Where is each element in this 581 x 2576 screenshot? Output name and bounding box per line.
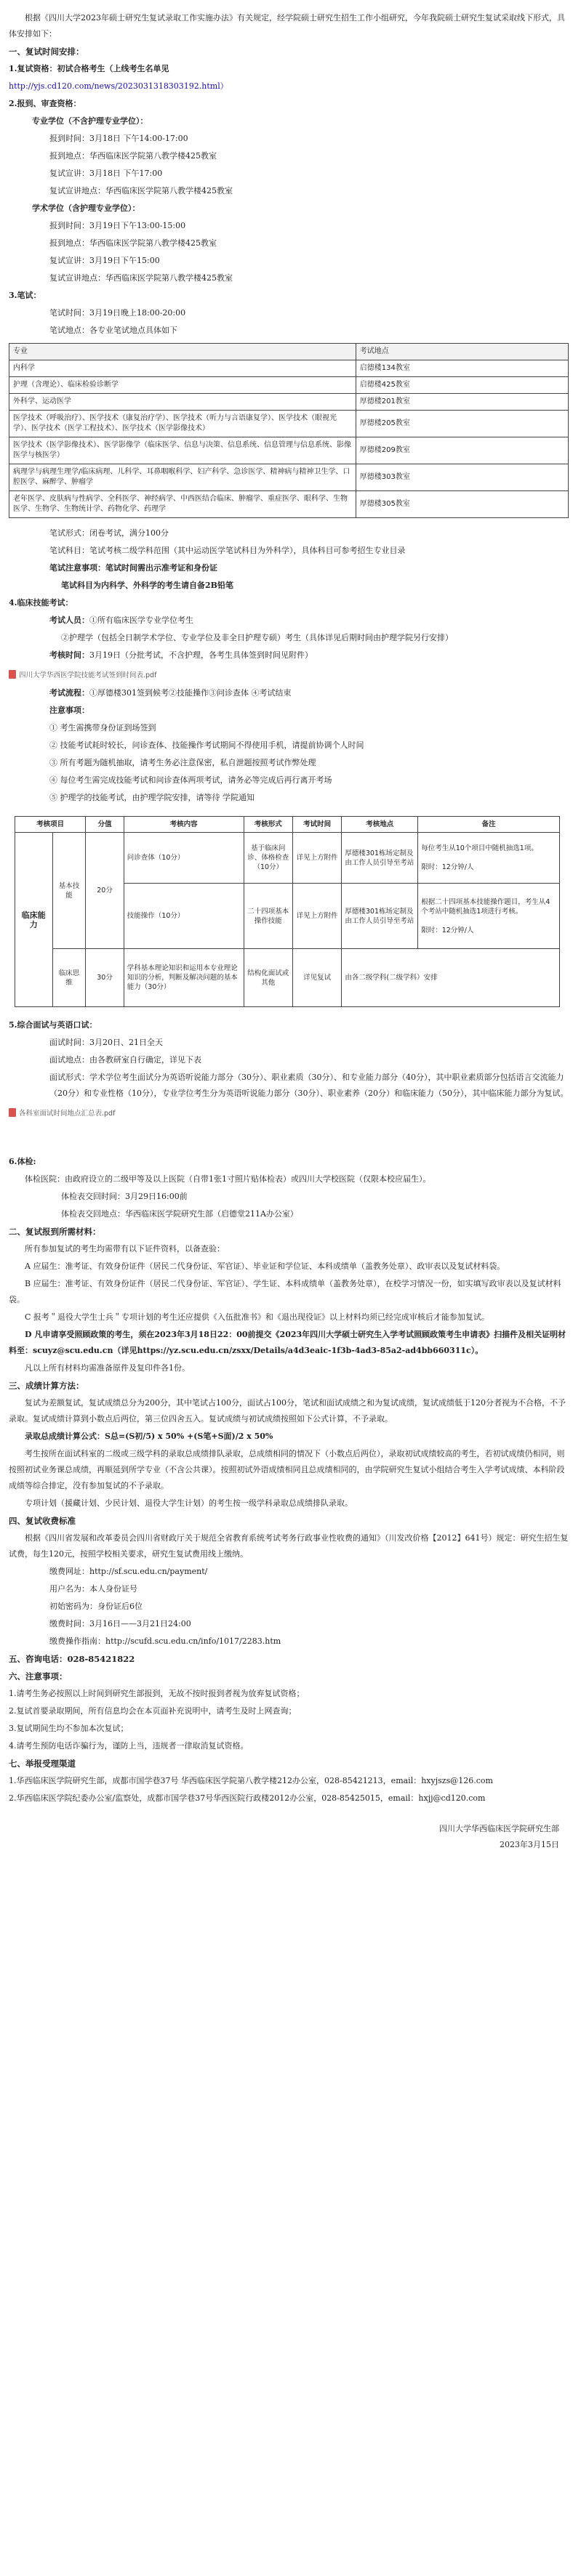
materials-d: D 凡申请享受照顾政策的考生，须在2023年3月18日22：00前提交《2023年四川大学硕士研究生入学考试照顾政策考生申请表》扫描件及相关证明材料至：scuyz@scu.edu.cn（详见https://yz.scu.edu.cn/zsxx/Details/a4d3eaic-1f3b-4ad3-85a2-ad4bb660311c）。 (9, 1330, 566, 1355)
location-cell: 厚德楼301栋场定制及由工作人员引导至考站 (342, 833, 418, 884)
table-row (15, 949, 560, 1007)
skill-note-item: ③ 所有考题为随机抽取，请考生务必注意保密，私自泄题按照考试作弊处理 (49, 758, 316, 767)
header-time: 考试时间 (292, 817, 341, 833)
header-form: 考核形式 (244, 817, 292, 833)
major-cell: 外科学、运动医学 (9, 394, 356, 411)
table-row (9, 464, 569, 491)
location-cell: 厚德楼301栋场定制及由工作人员引导至考站 (342, 884, 418, 949)
skill-note-item: ② 技能考试耗时较长，问诊查体、技能操作考试期间不得使用手机，请提前协调个人时间 (49, 740, 364, 750)
content-cell: 问诊查体（10分） (124, 833, 244, 884)
aca-degree-heading: 学术学位（含护理专业学位）： (32, 203, 140, 213)
exam-note: 笔试注意事项：笔试时间需出示准考证和身份证 (49, 563, 217, 573)
section-7-title: 七、举报受理渠道 (9, 1759, 76, 1769)
table-row (9, 491, 569, 518)
content-cell: 技能操作（10分） (124, 884, 244, 949)
form-cell: 二十四项基本操作技能 (244, 884, 292, 949)
section-2-title: 二、复试报到所需材料： (9, 1227, 101, 1237)
location-cell: 启德楼425教室 (356, 377, 568, 394)
aca-checkin-time: 报到时间：3月19日下午13:00-15:00 (49, 221, 186, 230)
checkin-heading: 2.报到、审查资格： (9, 99, 81, 108)
pro-checkin-place: 报到地点：华西临床医学院第八教学楼425教室 (49, 151, 217, 161)
attachment-link-2[interactable]: 各科室面试时间地点汇总表.pdf (9, 1107, 572, 1118)
major-cell: 内科学 (9, 360, 356, 377)
major-cell: 护理（含理论）、临床检验诊断学 (9, 377, 356, 394)
fee-url[interactable]: 缴费网址：http://sf.scu.edu.cn/payment/ (49, 1567, 208, 1576)
category-cell: 临床能力 (15, 833, 53, 1007)
materials-b: B 应届生：准考证、有效身份证件（居民二代身份证、军官证）、学生证、本科成绩单（盖教务处章），在校学习情况一份，如实填写政审表以及复试材料袋。 (9, 1279, 561, 1304)
section-6-title: 六、注意事项： (9, 1671, 68, 1681)
notice-item: 3.复试期间生均不参加本次复试； (9, 1724, 129, 1733)
table-row (9, 411, 569, 437)
skill-exam-notes-heading: 注意事项： (49, 706, 89, 715)
interview-place: 面试地点：由各教研室自行确定，详见下表 (49, 1055, 201, 1065)
materials-c: C 报考＂退役大学生士兵＂专项计划的考生还应提供《入伍批准书》和《退出现役证》以上材料均须已经完成审核后才能参加复试。 (25, 1312, 489, 1322)
section-1-title: 一、复试时间安排： (9, 47, 84, 57)
table-row (15, 833, 560, 884)
qualification-line: 1.复试资格：初试合格考生（上线考生名单见 (9, 64, 169, 73)
materials-lead: 所有参加复试的考生均需带有以下证件资料，以备查验： (25, 1244, 225, 1253)
fee-time: 缴费时间：3月16日——3月21日24:00 (49, 1619, 191, 1628)
table-row (9, 377, 569, 394)
written-exam-time: 笔试时间：3月19日晚上18:00-20:00 (49, 308, 186, 318)
footer-org: 四川大学华西临床医学院研究生部 (439, 1824, 559, 1833)
pro-briefing-time: 复试宣讲：3月18日 下午17:00 (49, 169, 163, 178)
score-paragraph-3: 专项计划（援藏计划、少民计划、退役大学生计划）的考生按一级学科录取总成绩排队录取。 (25, 1498, 353, 1508)
skill-note-item: ④ 每位考生需完成技能考试和问诊查体两项考试，请务必等完成后再行离开考场 (49, 775, 332, 785)
qualification-url[interactable]: http://yjs.cd120.com/news/2023031318303192.html） (9, 81, 228, 91)
header-content: 考核内容 (124, 817, 244, 833)
location-cell: 厚德楼305教室 (356, 491, 568, 518)
major-cell: 病理学与病理生理学/临床病理、儿科学、耳鼻咽喉科学、妇产科学、急诊医学、精神病与精神卫生学、口腔医学、麻醉学、肿瘤学 (9, 464, 356, 491)
notice-item: 2.复试首要录取期间，所有信息均会在本页面补充说明中，请考生及时上网查询； (9, 1706, 297, 1716)
physical-exam-time: 体检表交回时间：3月29日16:00前 (61, 1192, 188, 1201)
aca-briefing-time: 复试宣讲：3月19日下午15:00 (49, 256, 160, 265)
written-exam-heading: 3.笔试： (9, 291, 41, 300)
table-header-row (15, 817, 560, 833)
header-major: 专业 (9, 344, 356, 360)
materials-e: 凡以上所有材料均需准备原件及复印件各1份。 (25, 1363, 190, 1373)
intro-paragraph: 根据《四川大学2023年硕士研究生复试录取工作实施办法》有关规定，经学院硕士研究生招生工作小组研究，今年我院硕士研究生复试采取线下形式，具体安排如下： (9, 13, 565, 39)
time-cell: 详见上方附件 (292, 884, 341, 949)
pdf-icon (9, 670, 16, 679)
fee-guide[interactable]: 缴费操作指南：http://scufd.scu.edu.cn/info/1017/2283.htm (49, 1636, 281, 1646)
score-cell: 20分 (86, 833, 124, 949)
major-cell: 老年医学、皮肤病与性病学、全科医学、神经病学、中西医结合临床、肿瘤学、重症医学、眼科学、生物医学、生物学、生物统计学、药物化学、药理学 (9, 491, 356, 518)
location-cell: 厚德楼205教室 (356, 411, 568, 437)
time-cell: 详见上方附件 (292, 833, 341, 884)
subcategory-cell: 临床思维 (52, 949, 86, 1007)
content-cell: 学科基本理论知识和运用本专业理论知识的分析，判断及解决问题的基本能力（30分） (124, 949, 244, 1007)
score-cell: 30分 (86, 949, 124, 1007)
section-3-title: 三、成绩计算方法： (9, 1381, 84, 1391)
pro-briefing-place: 复试宣讲地点：华西临床医学院第八教学楼425教室 (49, 186, 233, 195)
header-location: 考核地点 (342, 817, 418, 833)
skill-exam-time: 考核时间：3月19日（分批考试，不含护理，各考生具体签到时间见附件） (49, 650, 313, 660)
exam-note-2: 笔试科目为内科学、外科学的考生请自备2B铅笔 (61, 581, 233, 590)
score-formula: 录取总成绩计算公式：S总=(S初/5) x 50% +(S笔+S面)/2 x 50% (25, 1432, 273, 1441)
form-cell: 结构化面试或其他 (244, 949, 292, 1007)
interview-content: 面试形式：学术学位考生面试分为英语听说能力部分（30分）、职业素质（30分）、和专业能力部分（40分），其中职业素质部分包括语言交流能力（20分）和专业性格（10分），专业学位考生分为英语听说能力部分（30分）、职业素养（20分）和临床能力（50分），其中临床能力部分为复试。 (49, 1073, 569, 1098)
header-score: 分值 (86, 817, 124, 833)
subcategory-cell: 基本技能 (52, 833, 86, 949)
skill-exam-persons-2: ②护理学（包括全日制学术学位、专业学位及非全日护理专硕）考生（具体详见后期时间由护理学院另行安排） (61, 633, 453, 642)
remarks-cell: 根据二十四项基本技能操作题目，考生从4个考站中随机抽选1项进行考核。 限时：12分钟/人 (418, 884, 560, 949)
location-cell: 由各二级学科(二级学科）安排 (342, 949, 560, 1007)
location-cell: 厚德楼201教室 (356, 394, 568, 411)
physical-exam-body: 体检医院：由政府设立的二级甲等及以上医院（自带1张1寸照片贴体检表）或四川大学校医院（仅限本校应届生）。 (25, 1174, 431, 1184)
interview-time: 面试时间：3月20日、21日全天 (49, 1038, 163, 1047)
score-paragraph-2: 考生按所在面试科室的二级或三级学科的录取总成绩排队录取，总成绩相同的情况下（小数点后两位），录取初试成绩较高的考生，若初试成绩仍相同，则按照初试业务课总成绩，再顺延到所学专业（不含公共课）。按照初试外语成绩相同且总成绩相同的，由学院研究生复试小组结合考生入学考试成绩、本科阶段成绩等综合排定，没有参加复试的不予录取。 (9, 1449, 565, 1490)
form-cell: 基于临床问诊、体格检查（10分） (244, 833, 292, 884)
pro-degree-heading: 专业学位（不含护理专业学位）： (32, 116, 148, 126)
fee-password: 初始密码为：身份证后6位 (49, 1602, 143, 1611)
pro-checkin-time: 报到时间：3月18日 下午14:00-17:00 (49, 134, 188, 143)
exam-scope: 笔试科目：笔试考核二级学科范围（其中运动医学笔试科目为外科学），具体科目可参考招生专业目录 (49, 546, 406, 555)
interview-heading: 5.综合面试与英语口试： (9, 1020, 97, 1030)
materials-a: A 应届生：准考证、有效身份证件（居民二代身份证、军官证）、毕业证和学位证、本科成绩单（盖教务处章）、政审表以及复试材料袋。 (25, 1261, 505, 1271)
fee-paragraph: 根据《四川省发展和改革委员会四川省财政厅关于规范全省教育系统考试考务行政事业性收费的通知》（川发改价格【2012】641号）规定：研究生招生复试费，每生120元，按照学校相关要求，研究生复试费用线上缴纳。 (9, 1533, 569, 1559)
skill-exam-heading: 4.临床技能考试： (9, 598, 73, 607)
header-item: 考核项目 (15, 817, 86, 833)
major-cell: 医学技术（医学影像技术）、医学影像学（临床医学、信息与决策、信息系统、信息管理与信息系统、影像医学与核医学） (9, 437, 356, 464)
section-4-title: 四、复试收费标准 (9, 1516, 76, 1526)
notice-item: 1.请考生务必按照以上时间到研究生部报到，无故不按时报到者视为放弃复试资格； (9, 1689, 305, 1698)
table-row (9, 437, 569, 464)
fee-username: 用户名为：本人身份证号 (49, 1584, 137, 1594)
score-paragraph-1: 复试为差额复试，复试成绩总分为200分，其中笔试占100分，面试占100分，笔试和面试成绩之和为复试成绩，复试成绩低于120分者视为不合格，不予录取。复试成绩计算到小数点后两位，第三位四舍五入。复试成绩与初试成绩按照如下公式计算，不予录取。 (9, 1398, 566, 1424)
notice-item: 4.请考生预防电话诈骗行为，谨防上当，违规者一律取消复试资格。 (9, 1741, 249, 1751)
location-cell: 厚德楼209教室 (356, 437, 568, 464)
skill-exam-process: 考试流程：①厚德楼301签到候考②技能操作③问诊查体 ④考试结束 (49, 688, 292, 698)
remarks-cell: 每位考生从10个项目中随机抽选1项。 限时：12分钟/人 (418, 833, 560, 884)
attachment-link-1[interactable]: 四川大学华西医学院技能考试签到时间表.pdf (9, 669, 572, 679)
report-channel-2: 2.华西临床医学院纪委办公室/监察处，成都市国学巷37号华西医院行政楼2012办公室，028-85425015，email：hxjj@cd120.com (9, 1793, 486, 1803)
qualification-link[interactable] (9, 78, 572, 94)
footer-date: 2023年3月15日 (500, 1840, 559, 1849)
exam-form: 笔试形式：闭卷考试，满分100分 (49, 528, 169, 538)
exam-location-table (9, 343, 569, 518)
skill-note-item: ① 考生需携带身份证到场签到 (49, 723, 156, 732)
skill-note-item: ⑤ 护理学的技能考试，由护理学院安排，请等待 学院通知 (49, 793, 255, 802)
location-cell: 启德楼134教室 (356, 360, 568, 377)
pdf-icon (9, 1108, 16, 1117)
time-cell: 详见复试 (292, 949, 341, 1007)
table-header-row (9, 344, 569, 360)
aca-briefing-place: 复试宣讲地点：华西临床医学院第八教学楼425教室 (49, 273, 233, 283)
written-exam-place: 笔试地点：各专业笔试地点具体如下 (49, 326, 177, 335)
major-cell: 医学技术（呼吸治疗）、医学技术（康复治疗学）、医学技术（听力与言语康复学）、医学技术（眼视光学）、医学技术（医学工程技术）、医学技术（医学影像技术） (9, 411, 356, 437)
skill-assessment-table (15, 816, 560, 1007)
location-cell: 厚德楼303教室 (356, 464, 568, 491)
skill-exam-persons: 考试人员：①所有临床医学专业学位考生 (49, 615, 193, 625)
physical-exam-heading: 6.体检: (9, 1157, 36, 1166)
physical-exam-place: 体检表交回地点：华西临床医学院研究生部（启德堂211A办公室） (61, 1209, 298, 1219)
aca-checkin-place: 报到地点：华西临床医学院第八教学楼425教室 (49, 238, 217, 248)
report-channel-1: 1.华西临床医学院研究生部，成都市国学巷37号 华西临床医学院第八教学楼212办公室，028-85421213，email：hxyjszs@126.com (9, 1776, 493, 1785)
header-remarks: 备注 (418, 817, 560, 833)
section-5-title: 五、咨询电话：028-85421822 (9, 1654, 135, 1664)
table-row (9, 360, 569, 377)
table-row (9, 394, 569, 411)
header-location: 考试地点 (356, 344, 568, 360)
